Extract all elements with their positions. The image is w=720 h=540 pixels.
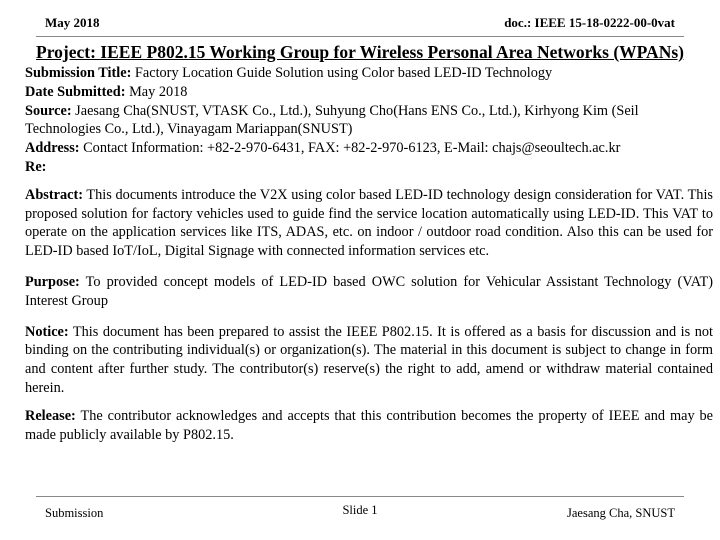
address-line [25, 139, 713, 158]
re-line [25, 158, 713, 177]
notice-paragraph [25, 323, 713, 398]
header-date: May 2018 [45, 15, 100, 30]
notice-text: This document has been prepared to assist the IEEE P802.15. It is offered as a basis for discussion and is not binding on the contributing individual(s) or organization(s). The material in this document is subject to change in form and content after further study. The contributor(s) reserve(s) the right to add, amend or withdraw material contained herein. [25, 323, 713, 396]
source-label: Source: [25, 102, 72, 119]
header-divider [36, 36, 684, 37]
notice-label: Notice: [25, 323, 69, 340]
slide-number: Slide 1 [342, 503, 378, 517]
re-label: Re: [25, 158, 47, 175]
address-value: Contact Information: +82-2-970-6431, FAX: +82-2-970-6123, E-Mail: chajs@seoultech.ac.kr [83, 140, 621, 157]
purpose-paragraph [25, 273, 713, 311]
date-submitted-label: Date Submitted: [25, 83, 126, 100]
footer-submission: Submission [45, 506, 104, 520]
release-label: Release: [25, 407, 76, 424]
document-body [25, 64, 713, 444]
footer-author: Jaesang Cha, SNUST [567, 506, 675, 520]
purpose-text: To provided concept models of LED-ID based OWC solution for Vehicular Assistant Technology (VAT) Interest Group [25, 273, 713, 309]
header-doc-id: doc.: IEEE 15-18-0222-00-0vat [504, 15, 675, 30]
release-paragraph [25, 407, 713, 445]
date-submitted-line [25, 83, 713, 102]
address-label: Address: [25, 140, 80, 157]
release-text: The contributor acknowledges and accepts that this contribution becomes the property of IEEE and may be made publicly available by P802.15. [25, 407, 713, 443]
footer-divider [36, 496, 684, 497]
abstract-label: Abstract: [25, 186, 83, 203]
abstract-paragraph [25, 186, 713, 261]
source-line [25, 102, 713, 140]
submission-title-label: Submission Title: [25, 65, 132, 81]
source-value: Jaesang Cha(SNUST, VTASK Co., Ltd.), Suhyung Cho(Hans ENS Co., Ltd.), Kirhyong Kim (Seil Technologies Co., Ltd.), Vinayagam Mariappan(SNUST) [25, 102, 639, 138]
date-submitted-value: May 2018 [129, 83, 188, 100]
page-title: Project: IEEE P802.15 Working Group for Wireless Personal Area Networks (WPANs) [36, 42, 684, 62]
abstract-text: This documents introduce the V2X using color based LED-ID technology design consideration for VAT. This proposed solution for factory vehicles used to guide find the service location automatically using LED-ID. This VAT to operate on the application services like ITS, ADAS, etc. on indoor / outdoor road condition. Also this can be used for LED-ID based IoT/IoL, Digital Signage with connected information services etc. [25, 186, 713, 260]
submission-title-line [25, 64, 713, 83]
purpose-label: Purpose: [25, 273, 80, 290]
submission-title-value: Factory Location Guide Solution using Color based LED-ID Technology [134, 65, 553, 81]
